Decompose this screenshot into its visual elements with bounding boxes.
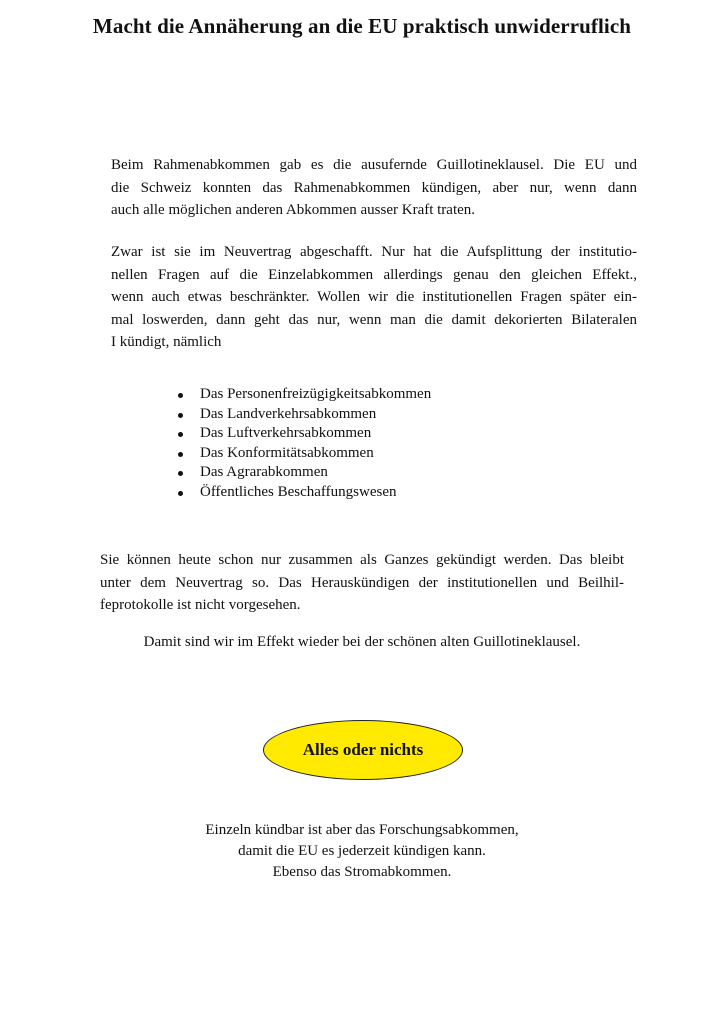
bullet-icon [178, 452, 183, 457]
text-line: Beim Rahmenabkommen gab es die ausufernde Guillotineklausel. Die EU und [111, 157, 637, 173]
text-line: unter dem Neuvertrag so. Das Herauskündigen der institutionellen und Beilhil- [100, 574, 624, 591]
list-item-label: Das Agrarabkommen [200, 464, 328, 480]
paragraph-framework-agreement [111, 154, 637, 222]
text-line: wenn auch etwas beschränkter. Wollen wir die institutionellen Fragen später ein- [111, 289, 637, 305]
list-item [176, 385, 431, 405]
bullet-icon [178, 393, 183, 398]
text-line: die Schweiz konnten das Rahmenabkommen kündigen, aber nur, wenn dann [111, 179, 637, 196]
text-line: Sie können heute schon nur zusammen als Ganzes gekündigt werden. Das bleibt [100, 552, 624, 568]
all-or-nothing-ellipse [263, 720, 463, 780]
paragraph-guillotine-conclusion: Damit sind wir im Effekt wieder bei der schönen alten Guillotineklausel. [143, 634, 581, 650]
text-line: Zwar ist sie im Neuvertrag abgeschafft. Nur hat die Aufsplittung der institutio- [111, 244, 637, 260]
ellipse-label: Alles oder nichts [302, 740, 424, 759]
text-line: damit die EU es jederzeit kündigen kann. [238, 843, 486, 859]
list-item [176, 424, 431, 444]
text-line: mal loswerden, dann geht das nur, wenn man die damit dekorierten Bilateralen [111, 311, 637, 328]
bullet-icon [178, 471, 183, 476]
bullet-icon [178, 432, 183, 437]
list-item [176, 444, 431, 464]
closing-note [0, 820, 724, 883]
list-item-label: Das Luftverkehrsabkommen [200, 425, 372, 441]
list-item [176, 405, 431, 425]
text-line: I kündigt, nämlich [111, 334, 222, 350]
bullet-icon [178, 413, 183, 418]
list-item-label: Das Konformitätsabkommen [200, 444, 374, 461]
list-item [176, 483, 431, 503]
paragraph-new-treaty [111, 241, 637, 354]
list-item-label: Das Personenfreizügigkeitsabkommen [200, 386, 432, 402]
paragraph-termination [100, 549, 624, 617]
list-item-label: Öffentliches Beschaffungswesen [200, 483, 397, 500]
text-line: feprotokolle ist nicht vorgesehen. [100, 597, 301, 613]
list-item [176, 463, 431, 483]
text-line: Einzeln kündbar ist aber das Forschungsabkommen, [205, 822, 519, 838]
bilateral-agreements-list [176, 385, 431, 502]
list-item-label: Das Landverkehrsabkommen [200, 405, 377, 422]
text-line: Ebenso das Stromabkommen. [272, 864, 452, 880]
page-title: Macht die Annäherung an die EU praktisch unwiderruflich [92, 14, 632, 38]
text-line: auch alle möglichen anderen Abkommen ausser Kraft traten. [111, 202, 476, 218]
bullet-icon [178, 491, 183, 496]
text-line: nellen Fragen auf die Einzelabkommen allerdings genau den gleichen Effekt., [111, 266, 637, 283]
